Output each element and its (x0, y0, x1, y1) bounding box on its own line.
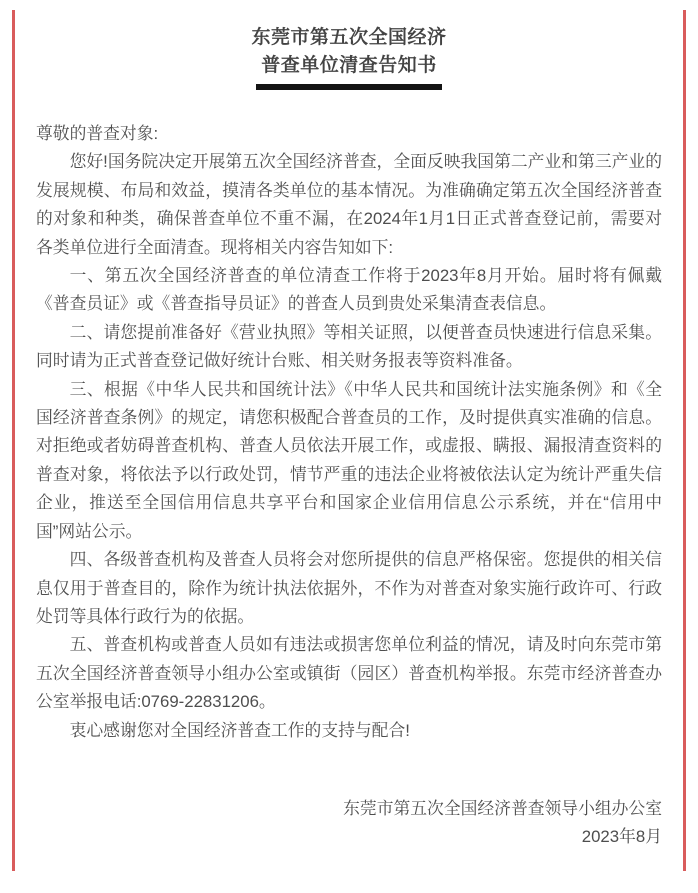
paragraph-item-2: 二、请您提前准备好《营业执照》等相关证照，以便普查员快速进行信息采集。同时请为正式普查登记做好统计台账、相关财务报表等资料准备。 (36, 322, 662, 371)
document-title-line-1: 东莞市第五次全国经济 (251, 27, 447, 48)
left-accent-line (12, 10, 15, 871)
title-double-underline (256, 84, 442, 90)
paragraph-item-4: 四、各级普查机构及普查人员将会对您所提供的信息严格保密。您提供的相关信息仅用于普查目的，除作为统计执法依据外，不作为对普查对象实施行政许可、行政处罚等具体行政行为的依据。 (36, 550, 662, 626)
document-title (36, 24, 662, 80)
paragraph-closing: 衷心感谢您对全国经济普查工作的支持与配合! (69, 720, 410, 740)
signature-organization: 东莞市第五次全国经济普查领导小组办公室 (343, 798, 662, 818)
notice-body (36, 120, 662, 745)
document-title-line-2: 普查单位清查告知书 (261, 55, 437, 76)
signature-date: 2023年8月 (581, 827, 662, 847)
salutation: 尊敬的普查对象: (36, 124, 159, 143)
paragraph-item-1: 一、第五次全国经济普查的单位清查工作将于2023年8月开始。届时将有佩戴《普查员证》或《普查指导员证》的普查人员到贵处采集清查表信息。 (36, 266, 662, 314)
paragraph-intro: 您好!国务院决定开展第五次全国经济普查，全面反映我国第二产业和第三产业的发展规模、布局和效益，摸清各类单位的基本情况。为准确确定第五次全国经济普查的对象和种类，确保普查单位不重不漏，在2024年1月1日正式普查登记前，需要对各类单位进行全面清查。现将相关内容告知如下: (36, 152, 662, 257)
paragraph-item-5: 五、普查机构或普查人员如有违法或损害您单位利益的情况，请及时向东莞市第五次全国经济普查领导小组办公室或镇街（园区）普查机构举报。东莞市经济普查办公室举报电话:0769-22831206。 (36, 635, 662, 712)
notice-content (36, 24, 662, 852)
paragraph-item-3: 三、根据《中华人民共和国统计法》《中华人民共和国统计法实施条例》和《全国经济普查条例》的规定，请您积极配合普查员的工作，及时提供真实准确的信息。对拒绝或者妨碍普查机构、普查人员依法开展工作，或虚报、瞒报、漏报清查资料的普查对象，将依法予以行政处罚，情节严重的违法企业将被依法认定为统计严重失信企业，推送至全国信用信息共享平台和国家企业信用信息公示系统，并在“信用中国”网站公示。 (36, 379, 662, 541)
signature-block (36, 795, 662, 852)
right-accent-line (683, 10, 686, 871)
